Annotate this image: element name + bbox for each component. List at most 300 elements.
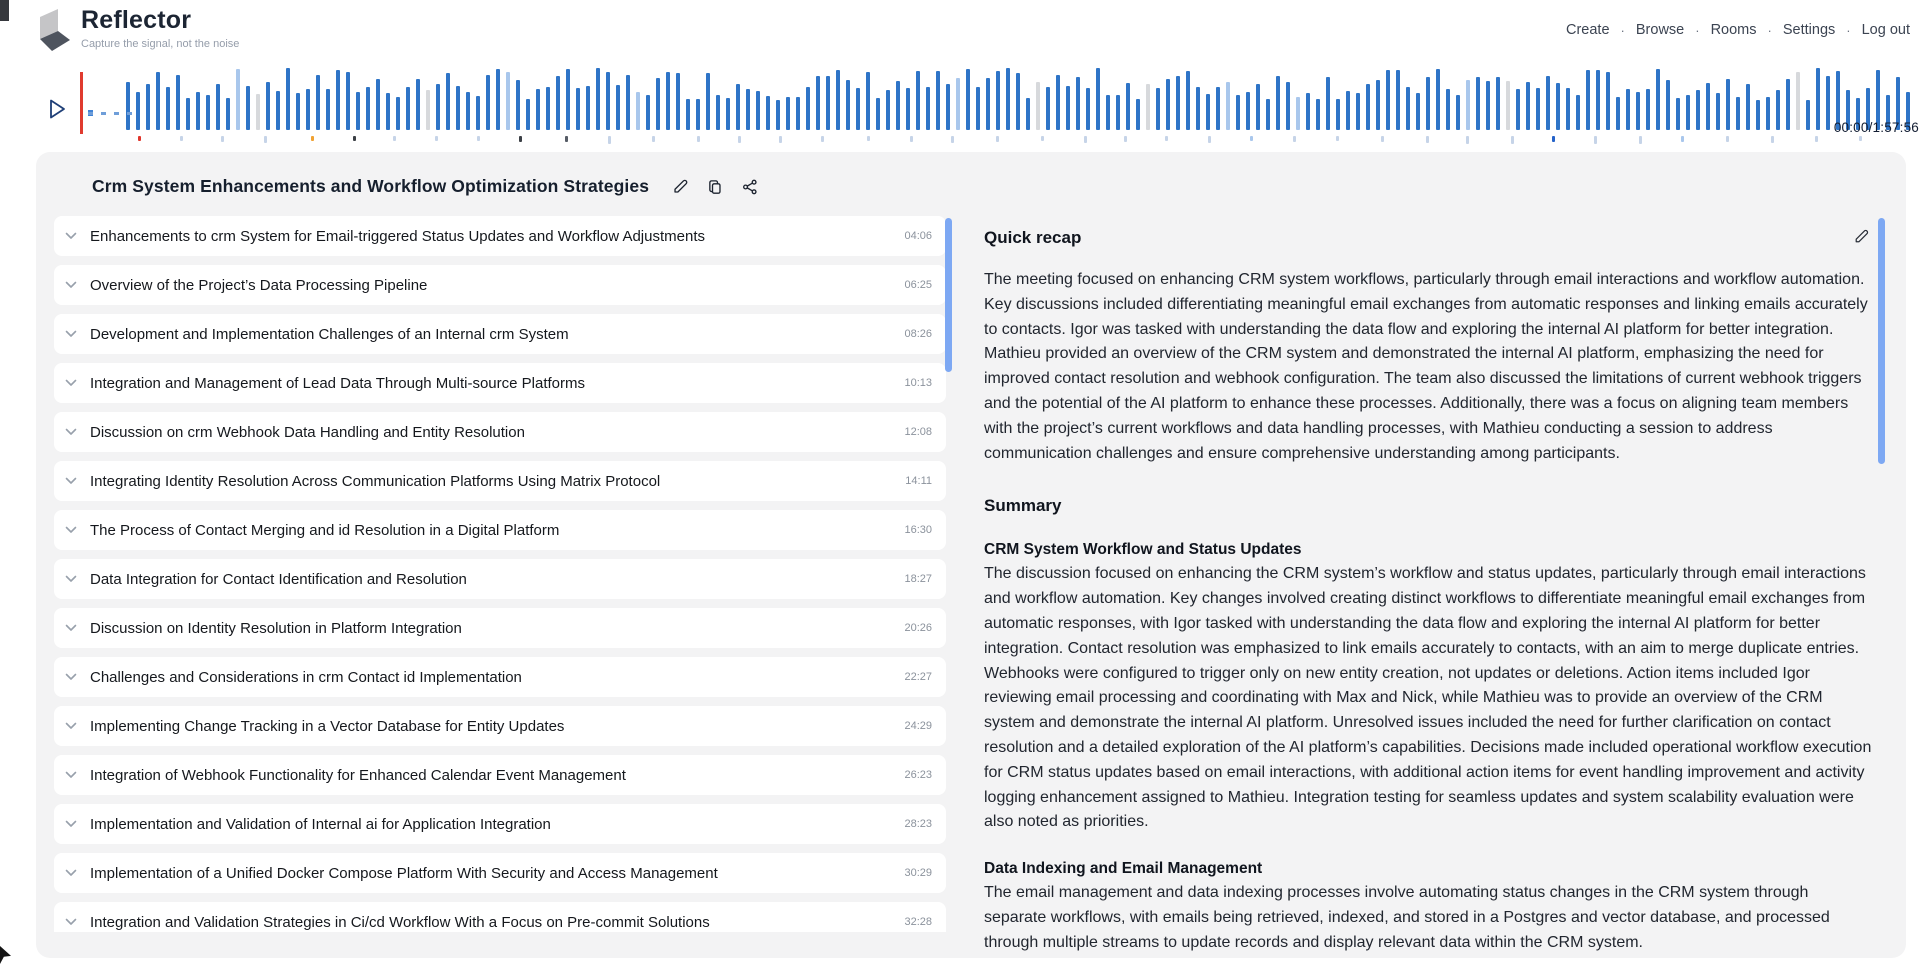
chevron-down-icon[interactable] (65, 575, 77, 583)
topic-title: Development and Implementation Challenges of an Internal crm System (90, 325, 569, 343)
waveform-bar (246, 86, 250, 130)
waveform-bar (1376, 80, 1380, 130)
waveform-bar (1406, 87, 1410, 130)
nav-link-create[interactable]: Create (1566, 22, 1610, 38)
waveform-bar (546, 87, 550, 130)
topic-title: Data Integration for Contact Identification and Resolution (90, 570, 467, 588)
nav-separator: · (1767, 22, 1772, 38)
waveform-bar (1386, 70, 1390, 130)
quick-recap-text: The meeting focused on enhancing CRM system workflows, particularly through email interactions and workflow automation. Key discussions included differentiating meaningful email exchanges from automatic responses and linking emails accurately to contacts. Igor was tasked with understanding the data flow and exploring the internal AI platform for better integration. Mathieu provided an overview of the CRM system and demonstrated the internal AI platform, emphasizing the need for improved contact resolution and webhook configuration. The team also discussed the limitations of current webhook triggers and the potential of the AI platform to enhance these processes. Additionally, there was a focus on aligning team members with the project’s current workflows and data handling processes, with Mathieu conducting a session to address communication challenges and ensure comprehensive understanding among participants. (984, 271, 1868, 462)
waveform-bar (826, 76, 830, 130)
waveform-bar (1476, 77, 1480, 130)
chevron-down-icon[interactable] (65, 820, 77, 828)
waveform-bar (1416, 93, 1420, 130)
topic-marker-tick[interactable] (608, 136, 611, 144)
waveform-bar (1226, 82, 1230, 130)
topic-marker-tick[interactable] (1293, 136, 1296, 142)
topic-marker-tick[interactable] (996, 136, 999, 142)
waveform-bar (1626, 89, 1630, 130)
capture-artifact (0, 0, 9, 21)
waveform-bar (1426, 77, 1430, 130)
topic-marker-tick[interactable] (738, 136, 741, 143)
waveform-bar (1536, 88, 1540, 130)
chevron-down-icon[interactable] (65, 477, 77, 485)
waveform-bar (1006, 68, 1010, 130)
waveform-bar (1286, 82, 1290, 130)
waveform-bar (1096, 68, 1100, 130)
chevron-down-icon[interactable] (65, 379, 77, 387)
topic-marker-tick[interactable] (311, 136, 314, 141)
topic-title: Integration and Management of Lead Data Through Multi-source Platforms (90, 374, 585, 392)
waveform-bar (1196, 87, 1200, 130)
topic-timestamp: 30:29 (904, 867, 932, 879)
waveform-bar (1706, 83, 1710, 130)
waveform-bar (716, 95, 720, 130)
waveform-bar (1056, 75, 1060, 130)
waveform-bar (906, 88, 910, 130)
topic-row[interactable] (54, 461, 946, 501)
waveform-bar (1126, 83, 1130, 130)
topic-title: The Process of Contact Merging and id Resolution in a Digital Platform (90, 521, 560, 539)
waveform-bar (686, 99, 690, 130)
topic-row[interactable] (54, 657, 946, 697)
topic-row[interactable] (54, 363, 946, 403)
waveform-bar (626, 75, 630, 130)
waveform-bar (806, 87, 810, 130)
nav-link-browse[interactable]: Browse (1635, 22, 1685, 38)
waveform-bar (1206, 94, 1210, 130)
chevron-down-icon[interactable] (65, 869, 77, 877)
topic-marker-tick[interactable] (180, 136, 183, 141)
waveform-bar (636, 92, 640, 130)
topic-row[interactable] (54, 216, 946, 256)
waveform-bar (1346, 91, 1350, 130)
topic-marker-tick[interactable] (1594, 136, 1597, 144)
waveform-bar (766, 96, 770, 130)
topic-marker-tick[interactable] (477, 136, 480, 141)
waveform-bar (1496, 77, 1500, 130)
waveform-bar (1716, 93, 1720, 130)
waveform-bar (1326, 77, 1330, 130)
waveform-bar (1176, 76, 1180, 130)
topic-row[interactable] (54, 314, 946, 354)
waveform-bar (1106, 95, 1110, 130)
topic-marker-tick[interactable] (697, 136, 700, 142)
topic-row[interactable] (54, 412, 946, 452)
topic-timestamp: 20:26 (904, 622, 932, 634)
topic-marker-tick[interactable] (1859, 136, 1862, 141)
waveform-bar (186, 98, 190, 130)
topic-title: Enhancements to crm System for Email-triggered Status Updates and Workflow Adjustments (90, 227, 705, 245)
waveform-bar (1646, 89, 1650, 130)
meeting-card (36, 152, 1906, 958)
waveform-bar (1076, 77, 1080, 130)
edit-title-icon[interactable] (671, 178, 689, 196)
topic-marker-tick[interactable] (435, 136, 438, 141)
waveform-bar (1786, 79, 1790, 130)
topic-row[interactable] (54, 853, 946, 893)
waveform-bar (876, 98, 880, 130)
topic-marker-tick[interactable] (1250, 136, 1253, 141)
waveform-bar (136, 92, 140, 130)
waveform-bar (1186, 71, 1190, 130)
share-icon[interactable] (741, 178, 759, 196)
nav-separator: · (1620, 22, 1625, 38)
summary-scrollbar[interactable] (1878, 218, 1885, 464)
app-header (0, 0, 1924, 58)
waveform-bar (866, 72, 870, 130)
waveform-bar (1746, 84, 1750, 130)
waveform-bar (1336, 99, 1340, 130)
summary-section-heading: Data Indexing and Email Management (984, 860, 1263, 878)
waveform-bar (146, 84, 150, 130)
waveform-bar (1216, 87, 1220, 130)
topic-marker-tick[interactable] (652, 136, 655, 142)
waveform-bar (266, 82, 270, 130)
waveform-bar (1136, 99, 1140, 130)
waveform-bar (1026, 98, 1030, 130)
waveform-bar (1296, 97, 1300, 130)
waveform-bar (1246, 92, 1250, 130)
topic-title: Challenges and Considerations in crm Contact id Implementation (90, 668, 522, 686)
waveform-bar (1266, 99, 1270, 130)
waveform-bar (1086, 88, 1090, 130)
app-name: Reflector (81, 6, 192, 34)
topic-marker-tick[interactable] (1726, 136, 1729, 142)
waveform-bar (1576, 95, 1580, 130)
waveform-bar (1606, 72, 1610, 130)
waveform-bar (1726, 79, 1730, 130)
topic-title: Integrating Identity Resolution Across Communication Platforms Using Matrix Protocol (90, 472, 661, 490)
waveform-bar (846, 80, 850, 130)
topic-title: Integration and Validation Strategies in Ci/cd Workflow With a Focus on Pre-commit Solutions (90, 913, 710, 931)
waveform-bar (326, 89, 330, 130)
nav-separator: · (1846, 22, 1851, 38)
waveform-bar (1046, 87, 1050, 130)
waveform-bar (696, 99, 700, 130)
chevron-down-icon[interactable] (65, 330, 77, 338)
waveform-bar (416, 79, 420, 130)
topic-marker-tick[interactable] (1124, 136, 1127, 142)
topic-marker-tick[interactable] (1426, 136, 1429, 143)
waveform-bar (1636, 92, 1640, 130)
waveform-bar (976, 87, 980, 130)
waveform-bar (1826, 76, 1830, 130)
waveform-bar (726, 98, 730, 130)
waveform-bar (286, 68, 290, 130)
waveform-bar (706, 73, 710, 130)
topic-marker-tick[interactable] (1681, 136, 1684, 142)
topic-row[interactable] (54, 510, 946, 550)
waveform-bar (236, 69, 240, 130)
topics-scrollbar[interactable] (945, 218, 952, 372)
waveform-bar (1566, 88, 1570, 130)
waveform-bar (1316, 99, 1320, 130)
chevron-down-icon[interactable] (65, 673, 77, 681)
waveform-bar (226, 98, 230, 130)
topics-list (54, 216, 946, 932)
topic-row[interactable] (54, 902, 946, 932)
capture-artifact (0, 946, 11, 964)
topic-marker-tick[interactable] (264, 136, 267, 143)
waveform-bar (156, 72, 160, 130)
waveform-bar (1546, 76, 1550, 130)
waveform-bar (456, 86, 460, 130)
waveform-bar (436, 84, 440, 130)
topic-timestamp: 10:13 (904, 377, 932, 389)
topic-marker-tick[interactable] (1084, 136, 1087, 143)
topic-title: Overview of the Project’s Data Processing Pipeline (90, 276, 428, 294)
topic-timestamp: 18:27 (904, 573, 932, 585)
waveform-bar (1256, 84, 1260, 130)
waveform-bar (816, 76, 820, 130)
topic-marker-tick[interactable] (910, 136, 913, 142)
topic-marker-tick[interactable] (138, 136, 141, 141)
waveform-bar (1116, 95, 1120, 130)
waveform-bar (1016, 73, 1020, 130)
waveform-bar (966, 69, 970, 130)
waveform-bar (466, 92, 470, 130)
topic-title: Integration of Webhook Functionality for Enhanced Calendar Event Management (90, 766, 626, 784)
topic-marker-tick[interactable] (1639, 136, 1642, 144)
topic-marker-tick[interactable] (867, 136, 870, 141)
waveform-bar (216, 84, 220, 130)
topic-timestamp: 32:28 (904, 916, 932, 928)
waveform-bar (446, 73, 450, 130)
waveform-bar (1596, 70, 1600, 130)
waveform-bar (346, 72, 350, 130)
waveform-bar (1306, 93, 1310, 130)
topic-timestamp: 22:27 (904, 671, 932, 683)
topic-marker-row (0, 136, 1924, 146)
topic-title: Implementing Change Tracking in a Vector Database for Entity Updates (90, 717, 565, 735)
waveform-bar (336, 70, 340, 130)
waveform-bar (776, 100, 780, 130)
waveform-bar (836, 70, 840, 130)
app-tagline: Capture the signal, not the noise (81, 37, 240, 50)
waveform-bar (896, 81, 900, 130)
waveform-bar (356, 92, 360, 130)
chevron-down-icon[interactable] (65, 624, 77, 632)
topic-title: Implementation and Validation of Internal ai for Application Integration (90, 815, 551, 833)
topic-timestamp: 26:23 (904, 769, 932, 781)
summary-section (984, 860, 1872, 955)
topic-row[interactable] (54, 755, 946, 795)
waveform-bar (1486, 81, 1490, 130)
playhead-cursor[interactable] (80, 72, 83, 134)
topic-marker-tick[interactable] (821, 136, 824, 142)
topic-timestamp: 28:23 (904, 818, 932, 830)
waveform-bar (206, 95, 210, 130)
waveform-bar (396, 97, 400, 130)
waveform-bar (1156, 88, 1160, 130)
waveform-bar (606, 72, 610, 130)
waveform-bar (1036, 82, 1040, 130)
nav-link-logout[interactable]: Log out (1861, 22, 1910, 38)
waveform-bar (366, 87, 370, 130)
waveform-bar (1366, 84, 1370, 130)
waveform-bar (1736, 97, 1740, 130)
waveform-bar (1066, 86, 1070, 130)
waveform-bar (566, 69, 570, 130)
waveform-bar (986, 78, 990, 130)
waveform-bar (376, 79, 380, 130)
waveform-bar (1466, 80, 1470, 130)
summary-section-heading: CRM System Workflow and Status Updates (984, 541, 1302, 559)
chevron-down-icon[interactable] (65, 771, 77, 779)
waveform[interactable] (0, 68, 1924, 134)
waveform-bar (1396, 70, 1400, 130)
waveform-bar (1556, 83, 1560, 130)
waveform-bar (886, 90, 890, 130)
nav-link-settings[interactable]: Settings (1782, 22, 1836, 38)
waveform-bar (1526, 82, 1530, 130)
quick-recap-heading: Quick recap (984, 228, 1082, 247)
waveform-bar (656, 78, 660, 130)
waveform-bar (946, 84, 950, 130)
waveform-bar (1586, 70, 1590, 130)
waveform-bar (126, 82, 130, 130)
waveform-intro-dashes (88, 112, 134, 115)
chevron-down-icon[interactable] (65, 428, 77, 436)
chevron-down-icon[interactable] (65, 232, 77, 240)
waveform-bar (1356, 93, 1360, 130)
waveform-bar (1276, 76, 1280, 130)
meeting-title-row (92, 176, 759, 197)
topic-marker-tick[interactable] (1381, 136, 1384, 142)
waveform-bar (386, 93, 390, 130)
topic-marker-tick[interactable] (1552, 136, 1555, 142)
waveform-bar (486, 75, 490, 130)
waveform-bar (736, 84, 740, 130)
waveform-bar (676, 73, 680, 130)
topic-marker-tick[interactable] (519, 136, 522, 142)
topic-marker-tick[interactable] (1466, 136, 1469, 144)
topic-title: Discussion on Identity Resolution in Platform Integration (90, 619, 462, 637)
topic-row[interactable] (54, 804, 946, 844)
topic-timestamp: 08:26 (904, 328, 932, 340)
nav-link-rooms[interactable]: Rooms (1710, 22, 1757, 38)
waveform-bar (1236, 95, 1240, 130)
waveform-bar (196, 92, 200, 130)
copy-icon[interactable] (706, 178, 724, 196)
topic-timestamp: 04:06 (904, 230, 932, 242)
topic-marker-tick[interactable] (1041, 136, 1044, 141)
waveform-bar (1806, 100, 1810, 130)
topic-marker-tick[interactable] (951, 136, 954, 143)
waveform-bar (536, 89, 540, 130)
time-display: 00:00/1:57:56 (1833, 120, 1919, 135)
waveform-bar (666, 72, 670, 130)
waveform-bar (926, 87, 930, 130)
waveform-bar (646, 95, 650, 130)
waveform-bar (576, 88, 580, 130)
waveform-bar (506, 72, 510, 130)
waveform-bar (1146, 84, 1150, 130)
chevron-down-icon[interactable] (65, 281, 77, 289)
waveform-bar (1616, 97, 1620, 130)
waveform-bar (1506, 81, 1510, 130)
waveform-bar (1816, 68, 1820, 130)
waveform-bar (496, 69, 500, 130)
topic-row[interactable] (54, 706, 946, 746)
waveform-bar (1696, 90, 1700, 130)
waveform-bar (296, 93, 300, 130)
nav-separator: · (1695, 22, 1700, 38)
waveform-bar (1666, 80, 1670, 130)
audio-player (0, 64, 1924, 150)
topic-marker-tick[interactable] (393, 136, 396, 141)
topic-timestamp: 06:25 (904, 279, 932, 291)
summary-section (984, 541, 1872, 835)
waveform-bar (1516, 89, 1520, 130)
meeting-title: Crm System Enhancements and Workflow Optimization Strategies (92, 176, 650, 196)
waveform-bar (856, 88, 860, 130)
waveform-bar (1756, 100, 1760, 130)
topic-timestamp: 12:08 (904, 426, 932, 438)
waveform-bar (1676, 98, 1680, 130)
chevron-down-icon[interactable] (65, 722, 77, 730)
topic-marker-tick[interactable] (1165, 136, 1168, 141)
waveform-bar (916, 71, 920, 130)
topic-row[interactable] (54, 559, 946, 599)
topic-marker-tick[interactable] (565, 136, 568, 142)
waveform-bar (316, 75, 320, 130)
topic-marker-tick[interactable] (779, 136, 782, 143)
waveform-bar (616, 85, 620, 130)
waveform-bar (306, 89, 310, 130)
waveform-bar (1166, 79, 1170, 130)
waveform-bar (1766, 97, 1770, 130)
waveform-bar (796, 97, 800, 130)
topic-marker-tick[interactable] (353, 136, 356, 141)
waveform-bar (1436, 69, 1440, 130)
waveform-bar (786, 97, 790, 130)
topic-marker-tick[interactable] (221, 136, 224, 142)
chevron-down-icon[interactable] (65, 526, 77, 534)
reflector-logo-icon (36, 7, 72, 60)
waveform-bar (1796, 72, 1800, 130)
waveform-bar (956, 78, 960, 130)
topic-marker-tick[interactable] (1208, 136, 1211, 143)
waveform-bar (406, 87, 410, 130)
topic-row[interactable] (54, 265, 946, 305)
waveform-bar (1446, 89, 1450, 130)
waveform-bar (596, 68, 600, 130)
topic-marker-tick[interactable] (1336, 136, 1339, 141)
waveform-bar (996, 71, 1000, 130)
waveform-bar (516, 80, 520, 130)
waveform-bar (476, 96, 480, 130)
topic-marker-tick[interactable] (1771, 136, 1774, 143)
topic-marker-tick[interactable] (1815, 136, 1818, 142)
edit-summary-icon[interactable] (1852, 228, 1870, 246)
topic-marker-tick[interactable] (1511, 136, 1514, 144)
topic-timestamp: 14:11 (905, 475, 932, 487)
app-logo[interactable] (36, 7, 239, 60)
summary-section-body: The email management and data indexing processes involve automating status changes in the CRM system through separate workflows, with emails being retrieved, indexed, and stored in a Postgres and vector database, and processed through multiple streams to update records and display relevant data within the CRM system. (984, 884, 1830, 951)
topic-title: Implementation of a Unified Docker Compose Platform With Security and Access Management (90, 864, 718, 882)
waveform-bar (526, 99, 530, 130)
topic-title: Discussion on crm Webhook Data Handling and Entity Resolution (90, 423, 525, 441)
chevron-down-icon[interactable] (65, 918, 77, 926)
topic-row[interactable] (54, 608, 946, 648)
topic-timestamp: 16:30 (904, 524, 932, 536)
main-nav (1566, 22, 1910, 38)
waveform-bar (586, 86, 590, 130)
waveform-bar (1686, 95, 1690, 130)
waveform-bar (426, 90, 430, 130)
